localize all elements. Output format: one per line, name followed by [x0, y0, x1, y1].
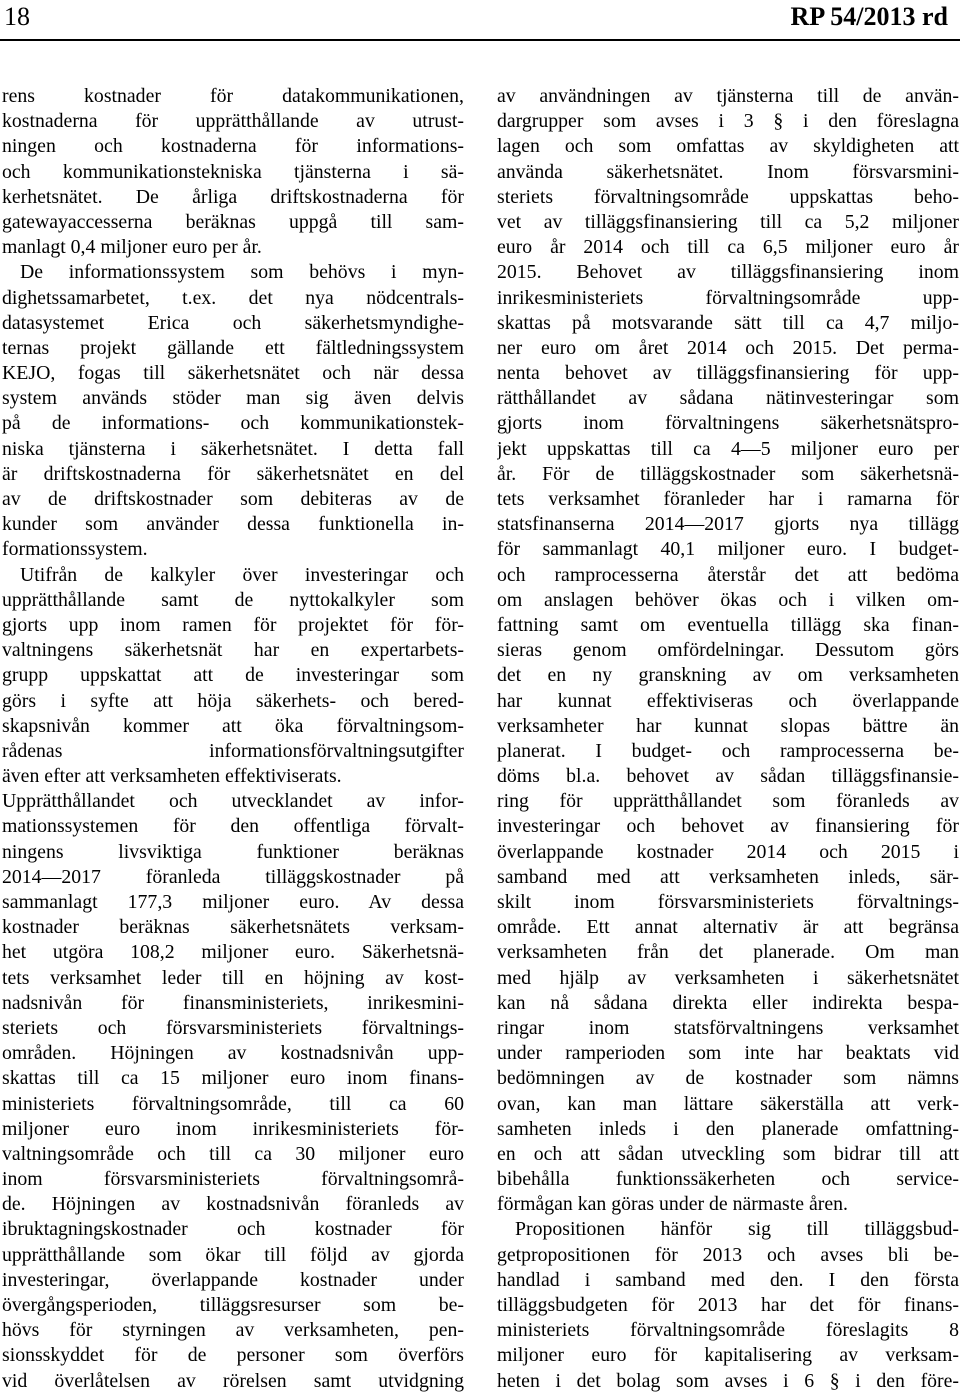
- text-line: sionsskyddet för de personer som överförs: [2, 1344, 464, 1367]
- text-line: datasystemet Erica och säkerhetsmyndighe-: [2, 311, 464, 334]
- text-line: skapsnivån kommer att öka förvaltningsom-: [2, 714, 464, 737]
- text-line: skilt inom försvarsministeriets förvaltnings-: [497, 891, 959, 913]
- text-line: steriets förvaltningsområde uppskattas beho-: [497, 185, 959, 208]
- text-line: getpropositionen för 2013 och avses bli be-: [497, 1243, 959, 1266]
- text-line: KEJO, fogas till säkerhetsnätet och när dessa: [2, 362, 464, 385]
- text-line: miljoner euro för kapitalisering av verksam-: [497, 1344, 959, 1367]
- text-line: görs i syfte att höja säkerhets- och bered-: [2, 689, 464, 712]
- text-line: lagen och som omfattas av skyldigheten att: [497, 135, 959, 158]
- text-line: planerat. I budget- och ramprocesserna be-: [497, 739, 959, 762]
- text-line: skattas på motsvarande sätt till ca 4,7 miljo-: [497, 311, 959, 334]
- text-line: ministeriets förvaltningsområde, till ca 60: [2, 1092, 464, 1115]
- text-line: år. För de tilläggskostnader som säkerhetsnä-: [497, 462, 959, 485]
- text-line: statsfinanserna 2014—2017 gjorts nya tillägg: [497, 513, 959, 536]
- text-line: dargrupper som avses i 3 § i den föreslagna: [497, 110, 959, 133]
- text-line: inrikesministeriets förvaltningsområde upp-: [497, 286, 959, 309]
- text-line: och kommunikationstekniska tjänsterna i sä-: [2, 160, 464, 183]
- text-line: det en ny granskning av om verksamheten: [497, 664, 959, 687]
- text-line: euro år 2014 och till ca 6,5 miljoner euro år: [497, 236, 959, 259]
- text-line: skattas till ca 15 miljoner euro inom finans-: [2, 1067, 464, 1090]
- text-line: vet av tilläggsfinansiering till ca 5,2 miljoner: [497, 210, 959, 233]
- text-line: ringar inom statsförvaltningens verksamhet: [497, 1016, 959, 1039]
- text-line: kerhetsnätet. De årliga driftskostnaderna för: [2, 185, 464, 208]
- text-line: manlagt 0,4 miljoner euro per år.: [2, 236, 262, 259]
- text-line: tets verksamhet föranleder har i ramarna för: [497, 488, 959, 510]
- text-line: fattning samt om eventuella tillägg ska finan-: [497, 613, 959, 636]
- text-line: rätthållandet av sådana nätinvesteringar som: [497, 387, 959, 410]
- text-line: de. Höjningen av kostnadsnivån föranleds av: [2, 1193, 464, 1216]
- text-line: heten i det bolag som avses i 6 § i den före-: [497, 1369, 959, 1392]
- text-line: hövs för styrningen av verksamheten, pen-: [2, 1319, 464, 1342]
- text-line: Upprätthållandet och utvecklandet av infor-: [2, 790, 464, 813]
- text-line: använda säkerhetsnätet. Inom försvarsmini-: [497, 160, 959, 183]
- text-line: tilläggsbudgeten för 2013 har det för finans-: [497, 1294, 959, 1316]
- header-rule: [0, 39, 960, 41]
- text-line: gjorts upp inom ramen för projektet för för-: [2, 613, 464, 636]
- text-line: ningen och kostnaderna för informations-: [2, 135, 464, 158]
- text-line: 2015. Behovet av tilläggsfinansiering inom: [497, 261, 959, 284]
- text-line: med hjälp av verksamheten i säkerhetsnätet: [497, 966, 959, 989]
- text-line: steriets och försvarsministeriets förvaltnings-: [2, 1016, 464, 1039]
- text-line: på de informations- och kommunikationstek-: [2, 412, 464, 435]
- page-number: 18: [4, 2, 30, 31]
- text-line: samheten inleds i den planerade omfattning-: [497, 1117, 959, 1140]
- text-line: om anslagen behöver ökas och i vilken om-: [497, 588, 959, 611]
- text-line: handlad i samband med den. I den första: [497, 1268, 959, 1291]
- text-line: formationssystem.: [2, 538, 148, 561]
- text-line: bedömningen av de kostnader som nämns: [497, 1067, 959, 1090]
- text-line: jekt uppskattas till ca 4—5 miljoner euro per: [497, 437, 959, 460]
- text-line: bibehålla funktionssäkerheten och service-: [497, 1168, 959, 1191]
- text-line: Utifrån de kalkyler över investeringar och: [20, 563, 464, 586]
- text-line: mationssystemen för den offentliga förvalt-: [2, 815, 464, 838]
- text-line: ningens livsviktiga funktioner beräknas: [2, 840, 464, 863]
- text-line: av de driftskostnader som debiteras av de: [2, 488, 464, 510]
- text-line: sieras genom omfördelningar. Dessutom görs: [497, 639, 959, 662]
- text-line: en och att sådan utveckling som bidrar till att: [497, 1142, 959, 1165]
- text-line: för sammanlagt 40,1 miljoner euro. I budget-: [497, 538, 959, 561]
- text-line: döms bl.a. behovet av sådan tilläggsfinansie-: [497, 765, 959, 788]
- text-line: ring för upprätthållandet som föranleds av: [497, 790, 959, 813]
- text-line: verksamheten från det planerade. Om man: [497, 941, 959, 964]
- text-line: tets verksamhet leder till en höjning av kost-: [2, 966, 464, 989]
- page-header: [0, 0, 960, 40]
- text-line: verksamheter har kunnat slopas bättre än: [497, 714, 959, 737]
- text-line: förmågan kan göras under de närmaste åren.: [497, 1193, 848, 1216]
- left-column: [2, 84, 464, 1396]
- text-line: miljoner euro inom inrikesministeriets för-: [2, 1117, 464, 1140]
- text-line: gatewayaccesserna beräknas uppgå till sam-: [2, 210, 464, 233]
- text-line: under ramperioden som inte har beaktats vid: [497, 1042, 959, 1065]
- text-line: är driftskostnaderna för säkerhetsnätet en del: [2, 462, 464, 485]
- text-line: gjorts inom förvaltningens säkerhetsnätspro-: [497, 412, 959, 435]
- text-line: har kunnat effektiviseras och överlappande: [497, 689, 959, 712]
- text-line: kan nå sådana direkta eller indirekta bespa-: [497, 991, 959, 1014]
- text-line: De informationssystem som behövs i myn-: [20, 261, 464, 284]
- text-line: dighetssamarbetet, t.ex. det nya nödcentrals-: [2, 286, 464, 309]
- text-line: ternas projekt gällande ett fältledningssystem: [2, 336, 464, 359]
- text-line: kostnaderna för upprätthållande av utrust-: [2, 110, 464, 133]
- text-line: rådenas informationsförvaltningsutgifter: [2, 739, 464, 762]
- text-line: grupp uppskattat att de investeringar som: [2, 664, 464, 687]
- right-column: [497, 84, 959, 1396]
- text-line: upprätthållande samt de nyttokalkyler som: [2, 588, 464, 611]
- text-line: system används stöder man sig även delvis: [2, 387, 464, 410]
- text-line: sammanlagt 177,3 miljoner euro. Av dessa: [2, 891, 464, 913]
- text-line: het utgöra 108,2 miljoner euro. Säkerhetsnä-: [2, 941, 464, 964]
- text-line: nadsnivån för finansministeriets, inrikesmini-: [2, 991, 464, 1014]
- text-line: kunder som använder dessa funktionella in-: [2, 513, 464, 536]
- text-line: samband med att verksamheten inleds, sär-: [497, 865, 959, 888]
- text-line: Propositionen hänför sig till tilläggsbud-: [515, 1218, 959, 1241]
- text-line: område. Ett annat alternativ är att begränsa: [497, 916, 959, 939]
- text-line: inom försvarsministeriets förvaltningsområ-: [2, 1168, 464, 1191]
- text-line: av användningen av tjänsterna till de använ-: [497, 85, 959, 107]
- text-line: överlappande kostnader 2014 och 2015 i: [497, 840, 959, 863]
- text-line: och ramprocesserna återstår det att bedöma: [497, 563, 959, 586]
- text-line: ner euro om året 2014 och 2015. Det perma-: [497, 336, 959, 359]
- text-line: kostnader beräknas säkerhetsnätets verksam-: [2, 916, 464, 939]
- text-line: ibruktagningskostnader och kostnader för: [2, 1218, 464, 1241]
- text-line: ovan, kan man lättare säkerställa att verk-: [497, 1092, 959, 1115]
- text-line: valtningens säkerhetsnät har en expertarbets-: [2, 639, 464, 662]
- text-line: ministeriets förvaltningsområde föreslagits 8: [497, 1319, 959, 1342]
- text-line: områden. Höjningen av kostnadsnivån upp-: [2, 1042, 464, 1065]
- text-line: 2014—2017 föranleda tilläggskostnader på: [2, 865, 464, 888]
- text-line: även efter att verksamheten effektiviserats.: [2, 765, 342, 788]
- text-line: investeringar, överlappande kostnader under: [2, 1268, 464, 1291]
- text-line: niska tjänsterna i säkerhetsnätet. I detta fall: [2, 437, 464, 460]
- text-line: upprätthållande som ökar till följd av gjorda: [2, 1243, 464, 1266]
- text-line: vid överlåtelsen av rörelsen samt utvidgning: [2, 1369, 464, 1392]
- text-line: investeringar och behovet av finansiering för: [497, 815, 959, 838]
- text-line: valtningsområde och till ca 30 miljoner euro: [2, 1142, 464, 1165]
- text-line: övergångsperioden, tilläggsresurser som be-: [2, 1294, 464, 1316]
- text-line: nenta behovet av tilläggsfinansiering för upp-: [497, 362, 959, 385]
- document-id: RP 54/2013 rd: [790, 2, 948, 31]
- text-line: rens kostnader för datakommunikationen,: [2, 85, 464, 107]
